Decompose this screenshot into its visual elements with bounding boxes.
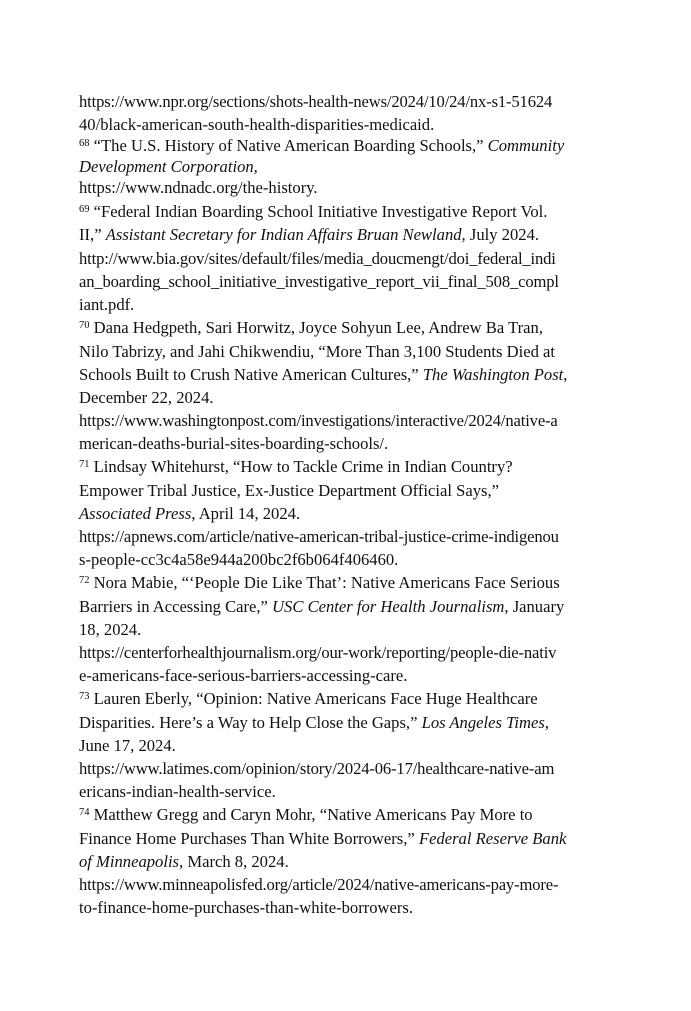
footnote-74-line: of Minneapolis, March 8, 2024. bbox=[79, 852, 289, 871]
url-link[interactable]: https://www.latimes.com/opinion/story/2024-06-17/healthcare-native-am bbox=[79, 759, 555, 778]
footnote-72-line: Barriers in Accessing Care,” USC Center for Health Journalism, January bbox=[79, 597, 565, 616]
url-link[interactable]: https://www.ndnadc.org/the-history. bbox=[79, 178, 318, 197]
footnote-70-line: Nilo Tabrizy, and Jahi Chikwendiu, “More Than 3,100 Students Died at bbox=[79, 342, 555, 361]
footnote-70-line: December 22, 2024. bbox=[79, 388, 214, 407]
footnote-72-line: 18, 2024. bbox=[79, 620, 142, 639]
footnote-71-line: Empower Tribal Justice, Ex-Justice Department Official Says,” bbox=[79, 481, 499, 500]
url-link[interactable]: an_boarding_school_initiative_investigative_report_vii_final_508_compl bbox=[79, 272, 559, 291]
url-link[interactable]: http://www.bia.gov/sites/default/files/media_doucmengt/doi_federal_indi bbox=[79, 249, 556, 268]
url-link[interactable]: https://www.washingtonpost.com/investigations/interactive/2024/native-a bbox=[79, 411, 558, 430]
url-link[interactable]: 40/black-american-south-health-disparities-medicaid. bbox=[79, 115, 435, 134]
url-link[interactable]: https://centerforhealthjournalism.org/our-work/reporting/people-die-nativ bbox=[79, 643, 557, 662]
url-link[interactable]: s-people-cc3c4a58e944a200bc2f6b064f406460. bbox=[79, 550, 399, 569]
footnote-68-line: $^{68}$ “The U.S. History of Native American Boarding Schools,” Community bbox=[79, 136, 565, 155]
footnote-68-line: Development Corporation, bbox=[79, 157, 258, 176]
footnote-73-line: June 17, 2024. bbox=[79, 736, 176, 755]
url-link[interactable]: merican-deaths-burial-sites-boarding-schools/. bbox=[79, 434, 389, 453]
footnote-73-line: Disparities. Here’s a Way to Help Close the Gaps,” Los Angeles Times, bbox=[79, 713, 549, 732]
url-link[interactable]: https://www.minneapolisfed.org/article/2024/native-americans-pay-more- bbox=[79, 875, 559, 894]
footnote-number: 68 bbox=[79, 138, 90, 149]
footnote-number: 72 bbox=[79, 575, 90, 586]
footnote-73-line: $^{73}$ Lauren Eberly, “Opinion: Native Americans Face Huge Healthcare bbox=[79, 689, 538, 708]
footnote-69-line: II,” Assistant Secretary for Indian Affairs Bruan Newland, July 2024. bbox=[79, 225, 540, 244]
footnote-70-line: Schools Built to Crush Native American Cultures,” The Washington Post, bbox=[79, 365, 568, 384]
footnote-70-line: $^{70}$ Dana Hedgpeth, Sari Horwitz, Joyce Sohyun Lee, Andrew Ba Tran, bbox=[79, 318, 543, 337]
url-link[interactable]: e-americans-face-serious-barriers-accessing-care. bbox=[79, 666, 408, 685]
footnote-number: 69 bbox=[79, 204, 90, 215]
footnote-number: 70 bbox=[79, 320, 90, 331]
footnote-71-line: Associated Press, April 14, 2024. bbox=[79, 504, 301, 523]
footnote-74-line: $^{74}$ Matthew Gregg and Caryn Mohr, “Native Americans Pay More to bbox=[79, 805, 533, 824]
url-link[interactable]: ericans-indian-health-service. bbox=[79, 782, 276, 801]
url-link[interactable]: to-finance-home-purchases-than-white-borrowers. bbox=[79, 898, 414, 917]
footnote-74-line: Finance Home Purchases Than White Borrowers,” Federal Reserve Bank bbox=[79, 829, 567, 848]
footnote-69-line: $^{69}$ “Federal Indian Boarding School Initiative Investigative Report Vol. bbox=[79, 202, 548, 221]
url-link[interactable]: iant.pdf. bbox=[79, 295, 135, 314]
url-link[interactable]: https://www.npr.org/sections/shots-health-news/2024/10/24/nx-s1-51624 bbox=[79, 92, 553, 111]
url-link[interactable]: https://apnews.com/article/native-american-tribal-justice-crime-indigenou bbox=[79, 527, 559, 546]
footnote-72-line: $^{72}$ Nora Mabie, “‘People Die Like That’: Native Americans Face Serious bbox=[79, 573, 560, 592]
footnote-number: 73 bbox=[79, 691, 90, 702]
footnote-number: 74 bbox=[79, 807, 90, 818]
footnote-71-line: $^{71}$ Lindsay Whitehurst, “How to Tackle Crime in Indian Country? bbox=[79, 457, 513, 476]
footnote-number: 71 bbox=[79, 459, 90, 470]
